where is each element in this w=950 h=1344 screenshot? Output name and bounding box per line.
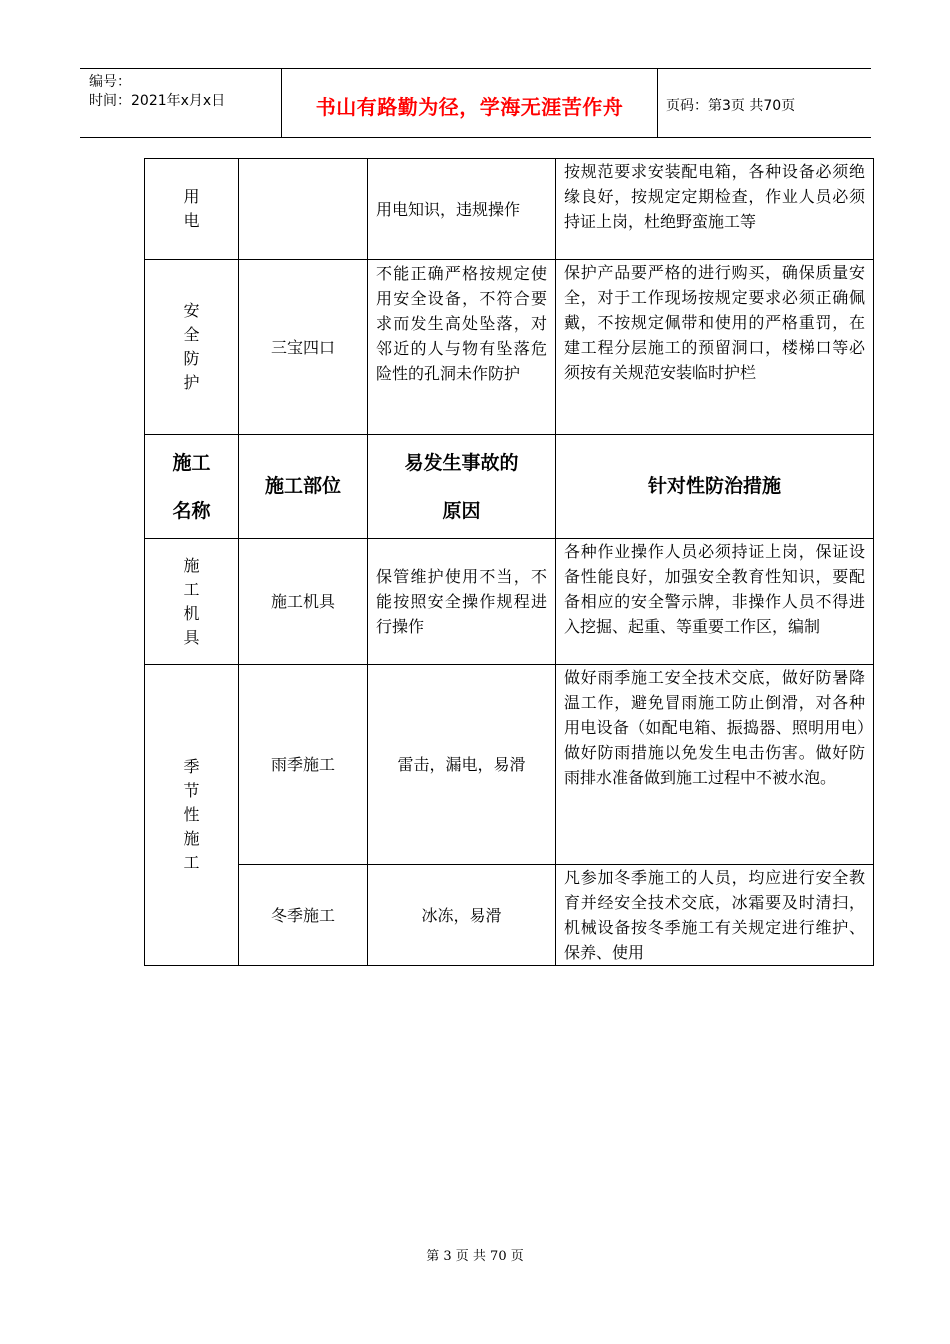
accident-cause: 雷击，漏电，易滑 — [397, 755, 526, 774]
prevention-measure-cell — [556, 159, 874, 260]
accident-cause: 保管维护使用不当，不能按照安全操作规程进行操作 — [376, 567, 547, 636]
accident-cause-cell — [368, 539, 556, 665]
construction-name-cell — [145, 665, 239, 966]
construction-part-cell — [239, 865, 368, 966]
prevention-measure-cell — [556, 260, 874, 435]
accident-cause-cell — [368, 865, 556, 966]
header-accident-cause: 易发生事故的原因 — [404, 451, 519, 522]
accident-cause-cell — [368, 159, 556, 260]
construction-name: 施工机具 — [183, 555, 200, 647]
construction-part: 冬季施工 — [270, 905, 335, 925]
header-construction-name-cell — [145, 435, 239, 539]
construction-name: 安全防护 — [183, 301, 200, 392]
accident-cause: 冰冻，易滑 — [421, 905, 502, 925]
header-motto-cell — [282, 69, 658, 137]
header-meta — [80, 69, 282, 137]
table-row — [145, 260, 874, 435]
prevention-measure: 凡参加冬季施工的人员，均应进行安全教育并经安全技术交底，冰霜要及时清扫，机械设备按冬季施工有关规定进行维护、保养、使用 — [564, 868, 865, 962]
header-construction-name: 施工名称 — [172, 451, 211, 522]
table-row — [145, 865, 874, 966]
accident-cause: 用电知识，违规操作 — [376, 199, 521, 219]
construction-name: 季节性施工 — [183, 757, 200, 872]
header-page-cell — [658, 69, 871, 137]
table-row — [145, 159, 874, 260]
construction-part: 雨季施工 — [270, 755, 335, 774]
header-prevention-measure: 针对性防治措施 — [647, 475, 781, 497]
table-row — [145, 539, 874, 665]
construction-part-cell — [239, 665, 368, 865]
accident-cause-cell — [368, 260, 556, 435]
construction-name: 用电 — [183, 187, 200, 230]
code-label: 编号： — [89, 74, 131, 90]
construction-part: 施工机具 — [270, 592, 335, 611]
prevention-measure-cell — [556, 865, 874, 966]
prevention-measure-cell — [556, 665, 874, 865]
page-footer: 第 3 页 共 70 页 — [426, 1249, 524, 1264]
prevention-measure: 按规范要求安装配电箱，各种设备必须绝缘良好，按规定定期检查，作业人员必须持证上岗，杜绝野蛮施工等 — [564, 162, 865, 231]
construction-part-cell — [239, 260, 368, 435]
accident-cause: 不能正确严格按规定使用安全设备，不符合要求而发生高处坠落，对邻近的人与物有坠落危险性的孔洞未作防护 — [376, 264, 547, 383]
header-construction-part-cell — [239, 435, 368, 539]
accident-cause-cell — [368, 665, 556, 865]
prevention-measure: 做好雨季施工安全技术交底，做好防暑降温工作，避免冒雨施工防止倒滑，对各种用电设备（如配电箱、振捣器、照明用电）做好防雨措施以免发生电击伤害。做好防雨排水准备做到施工过程中不被水泡。 — [564, 668, 865, 787]
header-prevention-measure-cell — [556, 435, 874, 539]
construction-name-cell — [145, 539, 239, 665]
construction-part-cell — [239, 539, 368, 665]
header-construction-part: 施工部位 — [264, 475, 341, 497]
table-header-row — [145, 435, 874, 539]
prevention-measure: 保护产品要严格的进行购买，确保质量安全，对于工作现场按规定要求必须正确佩戴，不按规定佩带和使用的严格重罚，在建工程分层施工的预留洞口，楼梯口等必须按有关规范安装临时护栏 — [564, 263, 865, 382]
prevention-measure-cell — [556, 539, 874, 665]
construction-name-cell — [145, 159, 239, 260]
motto: 书山有路勤为径，学海无涯苦作舟 — [315, 95, 624, 119]
construction-part-cell — [239, 159, 368, 260]
prevention-measure: 各种作业操作人员必须持证上岗，保证设备性能良好，加强安全教育性知识，要配备相应的安全警示牌，非操作人员不得进入挖掘、起重、等重要工作区，编制 — [564, 542, 865, 636]
construction-part: 三宝四口 — [270, 337, 335, 357]
construction-name-cell — [145, 260, 239, 435]
header-accident-cause-cell — [368, 435, 556, 539]
safety-measures-table — [144, 158, 874, 966]
page-header — [80, 68, 871, 138]
table-row — [145, 665, 874, 865]
page-number-label: 页码：第3页 共70页 — [666, 98, 796, 114]
time-label: 时间：2021年x月x日 — [89, 93, 226, 109]
